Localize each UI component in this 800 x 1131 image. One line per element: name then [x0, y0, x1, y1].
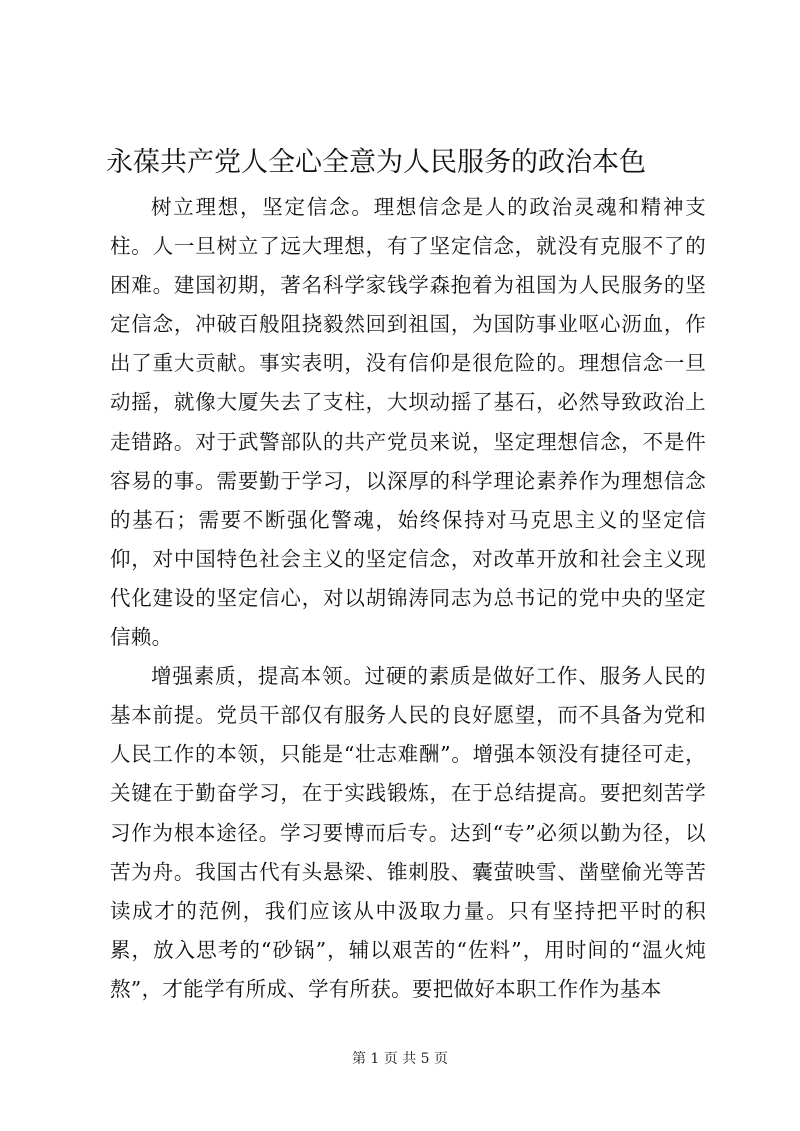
page-number-footer: 第 1 页 共 5 页 [351, 1051, 449, 1067]
document-title: 永葆共产党人全心全意为人民服务的政治本色 [106, 147, 646, 178]
paragraph-ideals-beliefs: 树立理想，坚定信念。理想信念是人的政治灵魂和精神支柱。人一旦树立了远大理想，有了坚定信念，就没有克服不了的困难。建国初期，著名科学家钱学森抱着为祖国为人民服务的坚定信念，冲破百般阻挠毅然回到祖国，为国防事业呕心沥血，作出了重大贡献。事实表明，没有信仰是很危险的。理想信念一旦动摇，就像大厦失去了支柱，大坝动摇了基石，必然导致政治上走错路。对于武警部队的共产党员来说，坚定理想信念，不是件容易的事。需要勤于学习，以深厚的科学理论素养作为理想信念的基石；需要不断强化警魂，始终保持对马克思主义的坚定信仰，对中国特色社会主义的坚定信念，对改革开放和社会主义现代化建设的坚定信心，对以胡锦涛同志为总书记的党中央的坚定信赖。 [110, 195, 706, 650]
document-body [110, 188, 706, 1009]
paragraph-quality-ability: 增强素质，提高本领。过硬的素质是做好工作、服务人民的基本前提。党员干部仅有服务人民的良好愿望，而不具备为党和人民工作的本领，只能是“壮志难酬”。增强本领没有捷径可走，关键在于勤奋学习，在于实践锻炼，在于总结提高。要把刻苦学习作为根本途径。学习要博而后专。达到“专”必须以勤为径，以苦为舟。我国古代有头悬梁、锥刺股、囊萤映雪、凿壁偷光等苦读成才的范例，我们应该从中汲取力量。只有坚持把平时的积累，放入思考的“砂锅”，辅以艰苦的“佐料”，用时间的“温火炖熬”，才能学有所成、学有所获。要把做好本职工作作为基本 [110, 664, 706, 1001]
